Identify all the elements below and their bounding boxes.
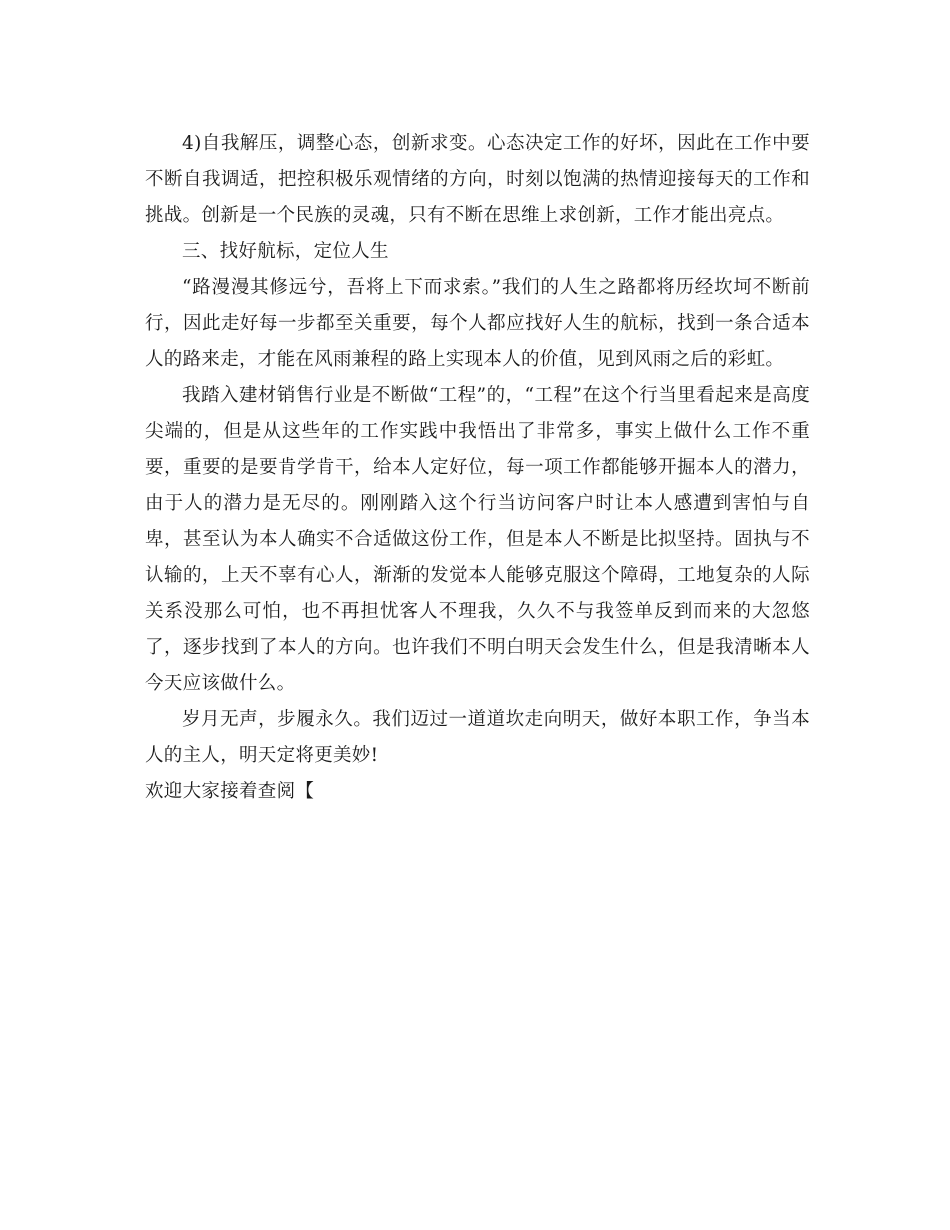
paragraph-years-silent: 岁月无声，步履永久。我们迈过一道道坎走向明天，做好本职工作，争当本人的主人，明天定将更美妙!	[145, 709, 810, 766]
paragraph-life-road: “路漫漫其修远兮，吾将上下而求索。”我们的人生之路都将历经坎坷不断前行，因此走好每一步都至关重要，每个人都应找好人生的航标，找到一条合适本人的路来走，才能在风雨兼程的路上实现本人的价值，见到风雨之后的彩虹。	[145, 277, 810, 370]
paragraph-building-materials-sales: 我踏入建材销售行业是不断做“工程”的，“工程”在这个行当里看起来是高度尖端的，但是从这些年的工作实践中我悟出了非常多，事实上做什么工作不重要，重要的是要肯学肯干，给本人定好位，每一项工作都能够开掘本人的潜力，由于人的潜力是无尽的。刚刚踏入这个行当访问客户时让本人感遭到害怕与自卑，甚至认为本人确实不合适做这份工作，但是本人不断是比拟坚持。固执与不认输的，上天不辜有心人，渐渐的发觉本人能够克服这个障碍，工地复杂的人际关系没那么可怕，也不再担忧客人不理我，久久不与我签单反到而来的大忽悠了，逐步找到了本人的方向。也许我们不明白明天会发生什么，但是我清晰本人今天应该做什么。	[145, 385, 810, 694]
paragraph-self-relief: 4)自我解压，调整心态，创新求变。心态决定工作的好坏，因此在工作中要不断自我调适，把控积极乐观情绪的方向，时刻以饱满的热情迎接每天的工作和挑战。创新是一个民族的灵魂，只有不断在思维上求创新，工作才能出亮点。	[145, 133, 810, 226]
document-body	[145, 126, 810, 810]
section-heading-life-position: 三、找好航标，定位人生	[182, 241, 389, 262]
continue-reading-text: 欢迎大家接着查阅【	[145, 781, 315, 802]
